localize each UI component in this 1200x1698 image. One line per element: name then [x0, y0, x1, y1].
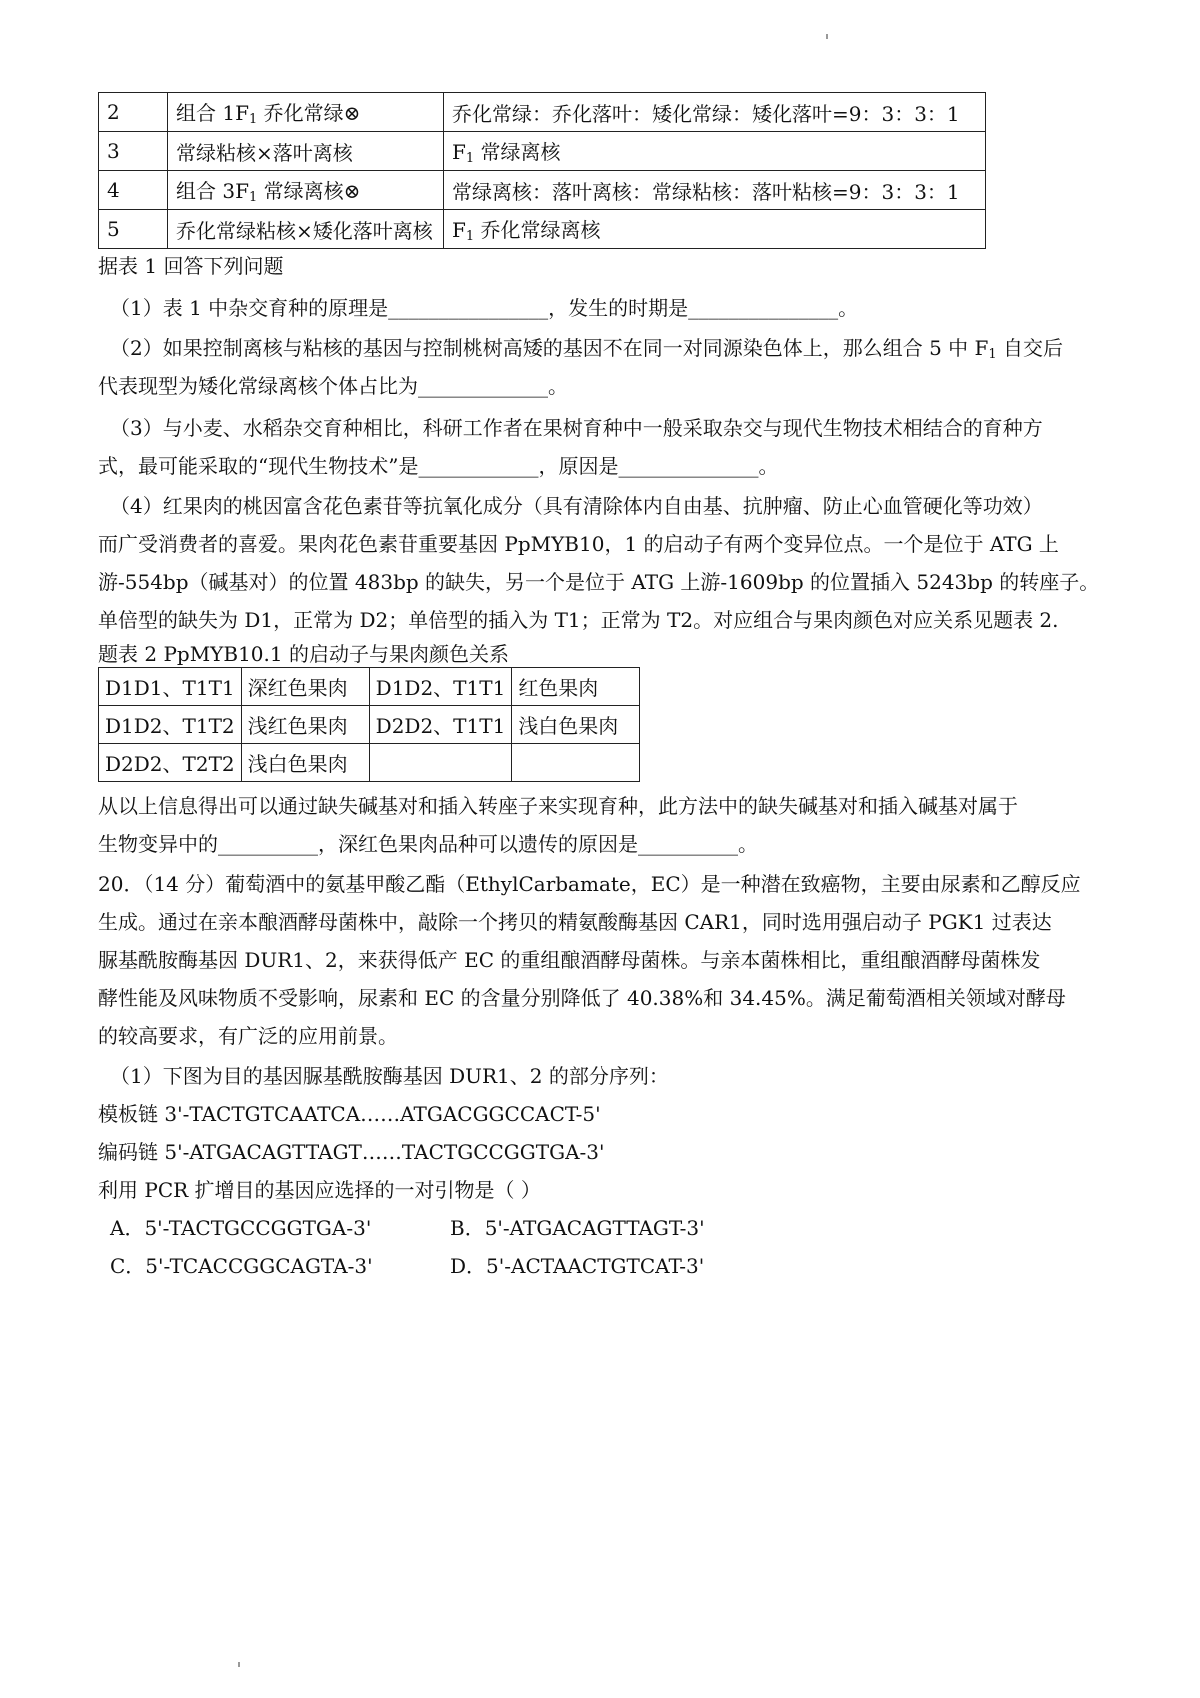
table-cell: D2D2、T2T2: [99, 744, 242, 782]
question-4-line-1: （4）红果肉的桃因富含花色素苷等抗氧化成分（具有清除体内自由基、抗肿瘤、防止心血管硬化等功效）: [110, 494, 1043, 518]
template-strand: 模板链 3'-TACTGTCAATCA……ATGACGGCCACT-5': [98, 1102, 601, 1126]
table-cell: 常绿离核：落叶离核：常绿粘核：落叶粘核=9：3：3：1: [444, 171, 986, 210]
intro-text: 据表 1 回答下列问题: [98, 254, 284, 278]
subquestion-1: （1）下图为目的基因脲基酰胺酶基因 DUR1、2 的部分序列：: [110, 1064, 669, 1088]
option-b: B．5'-ATGACAGTTAGT-3': [450, 1216, 705, 1240]
promoter-color-table: [98, 667, 640, 782]
cross-results-table: [98, 92, 986, 249]
option-a: A．5'-TACTGCCGGTGA-3': [110, 1216, 372, 1240]
table-row: [99, 210, 986, 249]
question-4-line-4: 单倍型的缺失为 D1，正常为 D2；单倍型的插入为 T1；正常为 T2。对应组合与果肉颜色对应关系见题表 2.: [98, 608, 1059, 632]
table-cell: 浅白色果肉: [512, 706, 640, 744]
question-2-line-2: 代表现型为矮化常绿离核个体占比为_____________。: [98, 374, 568, 398]
table-cell: D1D1、T1T1: [99, 668, 242, 706]
scan-mark: [238, 1662, 240, 1667]
table-cell: D1D2、T1T1: [369, 668, 512, 706]
table-cell: 5: [99, 210, 168, 249]
table2-caption: 题表 2 PpMYB10.1 的启动子与果肉颜色关系: [98, 642, 509, 666]
question-20-line-2: 生成。通过在亲本酿酒酵母菌株中，敲除一个拷贝的精氨酸酶基因 CAR1，同时选用强启动子 PGK1 过表达: [98, 910, 1052, 934]
question-4-line-2: 而广受消费者的喜爱。果肉花色素苷重要基因 PpMYB10，1 的启动子有两个变异位点。一个是位于 ATG 上: [98, 532, 1059, 556]
table-cell: 乔化常绿：乔化落叶：矮化常绿：矮化落叶=9：3：3：1: [444, 93, 986, 132]
table-cell: 4: [99, 171, 168, 210]
table-cell: 组合 $3F_1$ 常绿离核⊗: [168, 171, 444, 210]
question-4-line-5: 从以上信息得出可以通过缺失碱基对和插入转座子来实现育种，此方法中的缺失碱基对和插入碱基对属于: [98, 794, 1018, 818]
option-d: D．5'-ACTAACTGTCAT-3': [450, 1254, 705, 1278]
table-cell: $F_1$ 常绿离核: [444, 132, 986, 171]
table-cell: 2: [99, 93, 168, 132]
question-20-line-5: 的较高要求，有广泛的应用前景。: [98, 1024, 398, 1048]
table-cell: 深红色果肉: [241, 668, 369, 706]
table-cell: D2D2、T1T1: [369, 706, 512, 744]
table-cell: 浅白色果肉: [241, 744, 369, 782]
question-2-line-1: （2）如果控制离核与粘核的基因与控制桃树高矮的基因不在同一对同源染色体上，那么组合 5 中 $F_1$ 自交后: [110, 336, 1064, 362]
table-cell: $F_1$ 乔化常绿离核: [444, 210, 986, 249]
option-c: C．5'-TCACCGGCAGTA-3': [110, 1254, 373, 1278]
question-1: （1）表 1 中杂交育种的原理是________________，发生的时期是_______________。: [110, 296, 859, 320]
question-4-line-6: 生物变异中的__________，深红色果肉品种可以遗传的原因是__________。: [98, 832, 758, 856]
table-cell: 乔化常绿粘核×矮化落叶离核: [168, 210, 444, 249]
table-row: [99, 93, 986, 132]
table-cell: 红色果肉: [512, 668, 640, 706]
question-3-line-1: （3）与小麦、水稻杂交育种相比，科研工作者在果树育种中一般采取杂交与现代生物技术相结合的育种方: [110, 416, 1043, 440]
table-row: [99, 706, 640, 744]
table-cell: 常绿粘核×落叶离核: [168, 132, 444, 171]
question-20-line-4: 酵性能及风味物质不受影响，尿素和 EC 的含量分别降低了 40.38%和 34.45%。满足葡萄酒相关领域对酵母: [98, 986, 1066, 1010]
question-20-line-1: 20．（14 分）葡萄酒中的氨基甲酸乙酯（EthylCarbamate，EC）是一种潜在致癌物，主要由尿素和乙醇反应: [98, 872, 1081, 896]
table-cell: D1D2、T1T2: [99, 706, 242, 744]
table-row: [99, 171, 986, 210]
table-cell: 3: [99, 132, 168, 171]
table-cell: 组合 $1F_1$ 乔化常绿⊗: [168, 93, 444, 132]
question-20-line-3: 脲基酰胺酶基因 DUR1、2，来获得低产 EC 的重组酿酒酵母菌株。与亲本菌株相比，重组酿酒酵母菌株发: [98, 948, 1041, 972]
table-row: [99, 744, 640, 782]
table-cell: [512, 744, 640, 782]
coding-strand: 编码链 5'-ATGACAGTTAGT……TACTGCCGGTGA-3': [98, 1140, 605, 1164]
table-cell: 浅红色果肉: [241, 706, 369, 744]
table-row: [99, 668, 640, 706]
scan-mark: [826, 34, 828, 39]
primer-question: 利用 PCR 扩增目的基因应选择的一对引物是（ ）: [98, 1178, 541, 1202]
question-4-line-3: 游-554bp（碱基对）的位置 483bp 的缺失，另一个是位于 ATG 上游-1609bp 的位置插入 5243bp 的转座子。: [98, 570, 1100, 594]
table-cell: [369, 744, 512, 782]
question-3-line-2: 式，最可能采取的“现代生物技术”是____________，原因是______________。: [98, 454, 779, 478]
table-row: [99, 132, 986, 171]
